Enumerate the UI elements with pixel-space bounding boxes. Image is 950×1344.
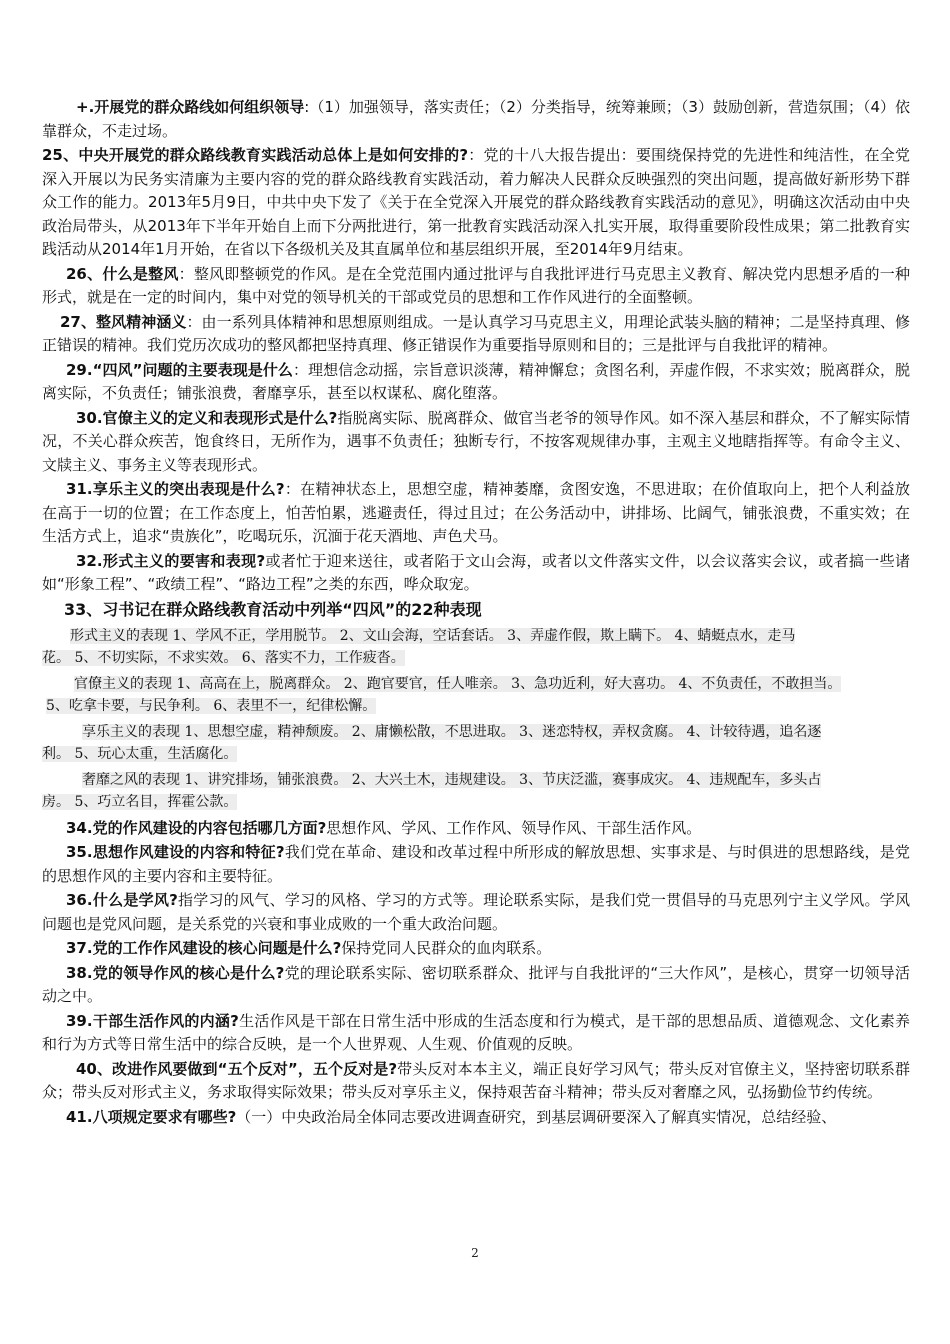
answer: 党的理论联系实际、密切联系群众、批评与自我批评的“三大作风”，是核心，贯穿一切领导活动之中。 [42, 963, 910, 1005]
answer: ：由一系列具体精神和思想原则组成。一是认真学习马克思主义，用理论武装头脑的精神；二是坚持真理、修正错误的精神。我们党历次成功的整风都把坚持真理、修正错误作为重要指导原则和目的；三是批评与自我批评的精神。 [42, 312, 911, 354]
item-25 [42, 144, 910, 262]
question: 32.形式主义的要害和表现? [76, 551, 266, 570]
question: 31.享乐主义的突出表现是什么? [66, 480, 285, 498]
question: +.开展党的群众路线如何组织领导 [76, 98, 305, 116]
answer: :（1）加强领导，落实责任；（2）分类指导，统筹兼顾；（3）鼓励创新，营造氛围；（4）依靠群众，不走过场。 [42, 98, 911, 140]
heading-33: 33、习书记在群众路线教育活动中列举“四风”的22种表现 [64, 599, 482, 619]
item-30 [42, 407, 910, 478]
answer: 我们党在革命、建设和改革过程中所形成的解放思想、实事求是、与时俱进的思想路线，是党的思想作风的主要内容和主要特征。 [42, 843, 910, 885]
answer: 或者忙于迎来送往，或者陷于文山会海，或者以文件落实文件，以会议落实会议，或者搞一些诸如“形象工程”、“政绩工程”、“路边工程”之类的东西，哗众取宠。 [42, 551, 910, 593]
question: 37.党的工作作风建设的核心问题是什么? [66, 939, 342, 957]
item-plus [42, 96, 910, 143]
item-31 [42, 478, 910, 549]
item-34 [42, 817, 910, 841]
page-number: 2 [471, 1246, 479, 1260]
sub-line: 花。 5、不切实际，不求实效。 6、落实不力，工作疲沓。 [42, 650, 405, 666]
question: 29.“四风”问题的主要表现是什么 [66, 360, 293, 379]
item-39 [42, 1010, 910, 1057]
item-32 [42, 550, 910, 597]
sub-line: 奢靡之风的表现 1、讲究排场，铺张浪费。 2、大兴土木，违规建设。 3、节庆泛滥，赛事成灾。 4、违规配车，多头占 [82, 771, 822, 788]
question: 30.官僚主义的定义和表现形式是什么? [76, 408, 338, 427]
item-35 [42, 841, 910, 888]
answer: 指学习的风气、学习的风格、学习的方式等。理论联系实际，是我们党一贯倡导的马克思列宁主义学风。学风问题也是党风问题，是关系党的兴衰和事业成败的一个重大政治问题。 [42, 891, 910, 933]
answer: ：整风即整顿党的作风。是在全党范围内通过批评与自我批评进行马克思主义教育、解决党内思想矛盾的一种形式，就是在一定的时间内，集中对党的领导机关的干部或党员的思想和工作作风进行的全面整顿。 [42, 264, 910, 306]
question: 27、整风精神涵义 [60, 312, 187, 331]
item-40 [42, 1058, 910, 1105]
question: 38.党的领导作风的核心是什么? [66, 963, 285, 982]
question: 25、中央开展党的群众路线教育实践活动总体上是如何安排的? [42, 146, 469, 164]
sub-line: 5、吃拿卡要，与民争利。 6、表里不一，纪律松懈。 [46, 698, 377, 714]
item-29 [42, 359, 910, 406]
sub-extravagance [42, 769, 910, 814]
question: 40、改进作风要做到“五个反对”，五个反对是? [76, 1059, 398, 1078]
sub-line: 房。 5、巧立名目，挥霍公款。 [42, 794, 238, 810]
sub-formalism [42, 625, 910, 670]
item-41 [42, 1106, 910, 1130]
question: 34.党的作风建设的内容包括哪几方面? [66, 818, 327, 837]
question: 39.干部生活作风的内涵? [66, 1011, 239, 1030]
answer: 生活作风是干部在日常生活中形成的生活态度和行为模式，是干部的思想品质、道德观念、文化素养和行为方式等日常生活中的综合反映，是一个人世界观、人生观、价值观的反映。 [42, 1011, 910, 1053]
question: 35.思想作风建设的内容和特征? [66, 843, 285, 861]
sub-hedonism [42, 721, 910, 766]
answer: 思想作风、学风、工作作风、领导作风、干部生活作风。 [326, 818, 702, 837]
item-37 [42, 937, 910, 961]
answer: ：党的十八大报告提出：要围绕保持党的先进性和纯洁性，在全党深入开展以为民务实清廉为主要内容的党的群众路线教育实践活动，着力解决人民群众反映强烈的突出问题，提高做好新形势下群众工作的能力。2013年5月9日，中共中央下发了《关于在全党深入开展党的群众路线教育实践活动的意见》，明确这次活动由中央政治局带头，从2013年下半年开始自上而下分两批进行，第一批教育实践活动深入扎实开展，取得重要阶段性成果；第二批教育实践活动从2014年1月开始，在省以下各级机关及其直属单位和基层组织开展，至2014年9月结束。 [42, 146, 910, 258]
question: 26、什么是整风 [66, 264, 179, 283]
answer: ：在精神状态上，思想空虚，精神萎靡，贪图安逸，不思进取；在价值取向上，把个人利益放在高于一切的位置；在工作态度上，怕苦怕累，逃避责任，得过且过；在公务活动中，讲排场、比阔气，铺张浪费，不重实效；在生活方式上，追求“贵族化”，吃喝玩乐，沉湎于花天酒地、声色犬马。 [42, 480, 910, 545]
question: 36.什么是学风? [66, 891, 178, 909]
answer: 指脱离实际、脱离群众、做官当老爷的领导作风。如不深入基层和群众，不了解实际情况，不关心群众疾苦，饱食终日，无所作为，遇事不负责任；独断专行，不按客观规律办事，主观主义地瞎指挥等。有命令主义、文牍主义、事务主义等表现形式。 [42, 408, 910, 474]
item-26 [42, 263, 910, 310]
item-38 [42, 962, 910, 1009]
answer: ：理想信念动摇，宗旨意识淡薄，精神懈怠；贪图名利，弄虚作假，不求实效；脱离群众，脱离实际，不负责任；铺张浪费，奢靡享乐，甚至以权谋私、腐化堕落。 [42, 360, 910, 402]
question: 41.八项规定要求有哪些? [66, 1107, 237, 1126]
sub-bureaucracy [42, 673, 910, 718]
item-27 [42, 311, 910, 358]
answer: 带头反对本本主义，端正良好学习风气；带头反对官僚主义，坚持密切联系群众；带头反对形式主义，务求取得实际效果；带头反对享乐主义，保持艰苦奋斗精神；带头反对奢靡之风，弘扬勤俭节约传统。 [42, 1059, 910, 1101]
sub-line: 享乐主义的表现 1、思想空虚，精神颓废。 2、庸懒松散，不思进取。 3、迷恋特权，弄权贪腐。 4、计较待遇，追名逐 [82, 723, 822, 740]
sub-line: 利。 5、玩心太重，生活腐化。 [42, 746, 238, 762]
sub-line: 形式主义的表现 1、学风不正，学用脱节。 2、文山会海，空话套话。 3、弄虚作假，欺上瞒下。 4、蜻蜓点水，走马 [70, 627, 796, 644]
item-36 [42, 889, 910, 936]
answer: 保持党同人民群众的血肉联系。 [341, 939, 552, 957]
sub-line: 官僚主义的表现 1、高高在上，脱离群众。 2、跑官要官，任人唯亲。 3、急功近利，好大喜功。 4、不负责任，不敢担当。 [74, 675, 842, 692]
answer: （一）中央政治局全体同志要改进调查研究，到基层调研要深入了解真实情况，总结经验、 [236, 1107, 837, 1126]
